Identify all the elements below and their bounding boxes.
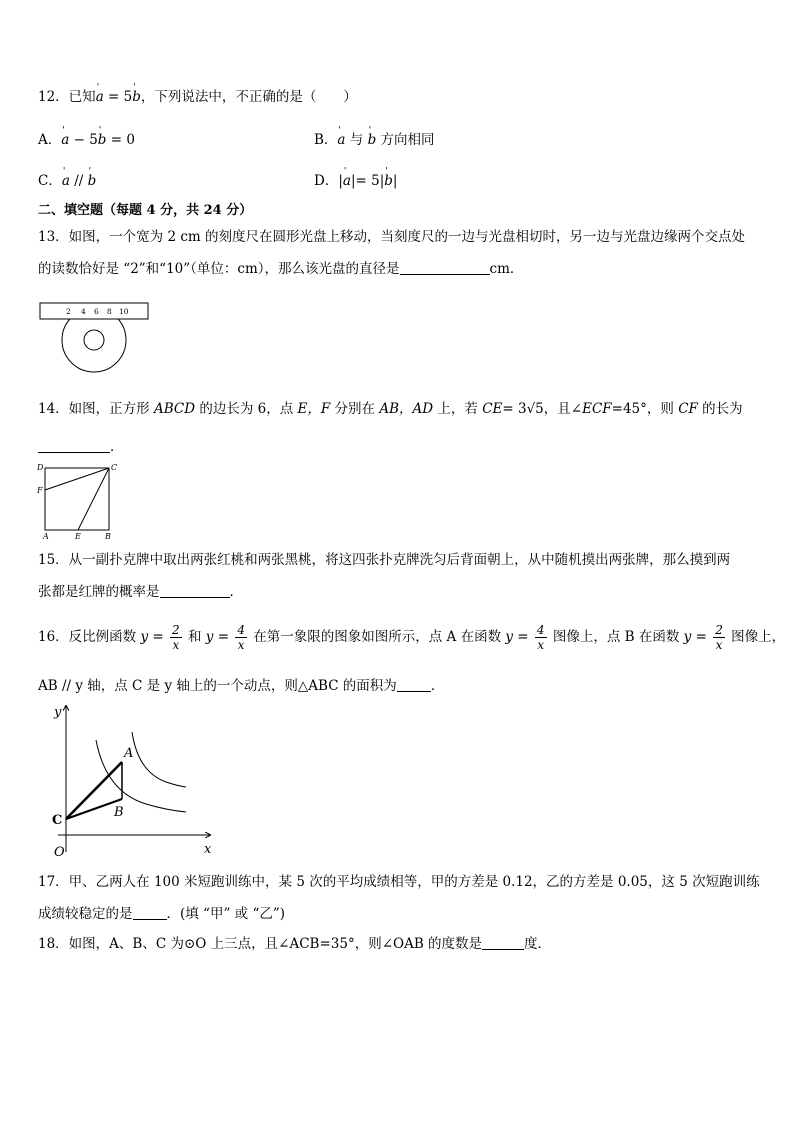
q14-line1 — [38, 400, 743, 418]
q14-segment-ce: CE — [482, 401, 503, 417]
fraction-2-over-x — [170, 623, 182, 652]
q14-sides: AB，AD — [379, 401, 434, 417]
denominator: x — [237, 638, 245, 652]
option-text: = 0 — [106, 132, 135, 148]
q15-line2 — [38, 583, 243, 601]
vector-a: ' a — [337, 131, 345, 149]
option-text: 与 — [345, 132, 368, 148]
q18-line — [38, 935, 551, 953]
q14-text: =45°，则 — [611, 401, 679, 417]
vector-b: ' b — [384, 172, 393, 190]
answer-blank — [38, 438, 110, 453]
label-b: B — [105, 532, 111, 541]
q15-text: 张都是红牌的概率是 — [38, 584, 160, 600]
q13-text: 的读数恰好是 “2”和“10”（单位：cm），那么该光盘的直径是 — [38, 261, 400, 277]
label-x: x — [204, 842, 212, 857]
q13-line1: 13．如图，一个宽为 2 cm 的刻度尺在圆形光盘上移动，当刻度尺的一边与光盘相切时，另一边与光盘边缘两个交点处 — [38, 229, 746, 245]
var-y: y — [140, 629, 149, 645]
label-o: O — [54, 845, 65, 860]
option-text: | — [392, 173, 398, 189]
q17-text: 成绩较稳定的是 — [38, 906, 133, 922]
label-e: E — [75, 532, 81, 541]
denominator: x — [537, 638, 545, 652]
vector-b: ' b — [132, 88, 141, 106]
q18-text: 18．如图，A、B、C 为⊙O 上三点，且∠ACB=35°，则∠OAB 的度数是 — [38, 936, 483, 952]
q12-question: ，下列说法中，不正确的是（ ） — [140, 89, 357, 105]
vector-a: ' a — [96, 88, 104, 106]
fraction-4-over-x — [235, 623, 247, 652]
answer-blank — [482, 935, 524, 950]
answer-blank — [400, 260, 490, 275]
q14-text: 的长为 — [697, 401, 743, 417]
ruler-tick-6: 6 — [94, 307, 99, 316]
q12-option-b — [314, 131, 435, 149]
vector-a: ' a — [61, 131, 69, 149]
label-c: C — [111, 463, 118, 472]
ruler-tick-10: 10 — [119, 307, 129, 316]
fraction-2-over-x — [713, 623, 725, 652]
q12-equals: = 5 — [103, 89, 133, 105]
q14-text: 上，若 — [433, 401, 483, 417]
option-text: | — [338, 173, 343, 189]
vector-b: ' b — [368, 131, 377, 149]
q12-option-a — [38, 131, 135, 149]
q14-segment-cf: CF — [678, 401, 698, 417]
q14-text: 分别在 — [330, 401, 380, 417]
numerator: 2 — [715, 623, 723, 637]
q12-number: 12．已知 — [38, 89, 96, 105]
label-y: y — [54, 705, 62, 720]
q14-points: E，F — [297, 401, 331, 417]
q14-text: 的边长为 6，点 — [195, 401, 298, 417]
option-label: C． — [38, 173, 62, 189]
label-d: D — [37, 463, 44, 472]
fraction-4-over-x — [535, 623, 547, 652]
var-y: y — [205, 629, 214, 645]
q13-line2 — [38, 260, 523, 278]
option-label: D． — [314, 173, 339, 189]
q13-disc-figure — [38, 300, 158, 380]
square-abcd — [45, 468, 109, 530]
q16-line1: 16．反比例函数 y = $\frac{2}{x}$ 和 y = $\frac{4}{x}$ 在第一象限的图象如图所示，点 A 在函数 y = $\frac{4}{x}$ 图像上，点 B 在函数 y = $\frac{2}{x}$ 图像上， — [38, 623, 786, 652]
q16-hyperbola-figure — [36, 702, 216, 862]
label-a: A — [43, 532, 49, 541]
option-label: B． — [314, 132, 338, 148]
denominator: x — [715, 638, 723, 652]
q14-text: ． — [110, 439, 124, 455]
q14-square-name: ABCD — [153, 401, 196, 417]
vector-b: ' b — [98, 131, 107, 149]
vector-a: ' a — [343, 172, 351, 190]
denominator: x — [172, 638, 180, 652]
answer-blank — [397, 677, 431, 692]
q12-stem — [38, 88, 357, 106]
q17-line2 — [38, 905, 285, 923]
q15-line1: 15．从一副扑克牌中取出两张红桃和两张黑桃，将这四张扑克牌洗匀后背面朝上，从中随机摸出两张牌，那么摸到两 — [38, 552, 731, 568]
numerator: 4 — [237, 623, 245, 637]
var-y: y — [505, 629, 514, 645]
option-text: − 5 — [69, 132, 98, 148]
ruler-tick-4: 4 — [81, 307, 86, 316]
q18-text: 度． — [524, 936, 552, 952]
q13-unit: cm． — [489, 261, 524, 277]
q16-text: AB // y 轴，点 C 是 y 轴上的一个动点，则△ABC 的面积为 — [38, 678, 397, 694]
label-b: B — [114, 805, 124, 820]
q17-line1: 17．甲、乙两人在 100 米短跑训练中，某 5 次的平均成绩相等，甲的方差是 0.12，乙的方差是 0.05，这 5 次短跑训练 — [38, 874, 760, 890]
q14-text: 14．如图，正方形 — [38, 401, 154, 417]
numerator: 4 — [536, 623, 545, 637]
q16-text: 图像上， — [726, 629, 786, 645]
q16-text: 和 — [183, 629, 206, 645]
var-y: y — [683, 629, 692, 645]
answer-blank — [160, 583, 230, 598]
q14-square-figure — [36, 460, 126, 542]
q14-angle: ECF — [582, 401, 612, 417]
option-text: // — [69, 173, 88, 189]
label-f: F — [37, 486, 43, 495]
q14-text: = 3√5，且∠ — [502, 401, 583, 417]
q12-option-d — [314, 172, 397, 190]
q16-text: 16．反比例函数 — [38, 629, 141, 645]
option-label: A． — [38, 132, 62, 148]
disc-inner-circle — [84, 330, 104, 350]
option-text: |= 5| — [350, 173, 385, 189]
q17-text: ．(填 “甲” 或 “乙”) — [166, 906, 286, 922]
ruler-tick-8: 8 — [107, 307, 112, 316]
q16-text: 在第一象限的图象如图所示，点 A 在函数 — [248, 629, 506, 645]
vector-b: ' b — [88, 172, 97, 190]
q12-option-c — [38, 172, 96, 190]
q16-text: 图像上，点 B 在函数 — [548, 629, 684, 645]
q14-line2 — [38, 438, 124, 456]
q16-line2 — [38, 677, 444, 695]
q16-text: ． — [430, 678, 445, 694]
answer-blank — [133, 905, 167, 920]
label-c: C — [52, 813, 63, 828]
numerator: 2 — [172, 623, 180, 637]
option-text: 方向相同 — [376, 132, 435, 148]
curve-y-4-over-x — [132, 732, 186, 787]
ruler-tick-2: 2 — [66, 307, 71, 316]
section-title: 二、填空题（每题 4 分，共 24 分） — [38, 203, 253, 218]
q15-text: ． — [229, 584, 243, 600]
vector-a: ' a — [62, 172, 70, 190]
label-a: A — [124, 746, 134, 761]
